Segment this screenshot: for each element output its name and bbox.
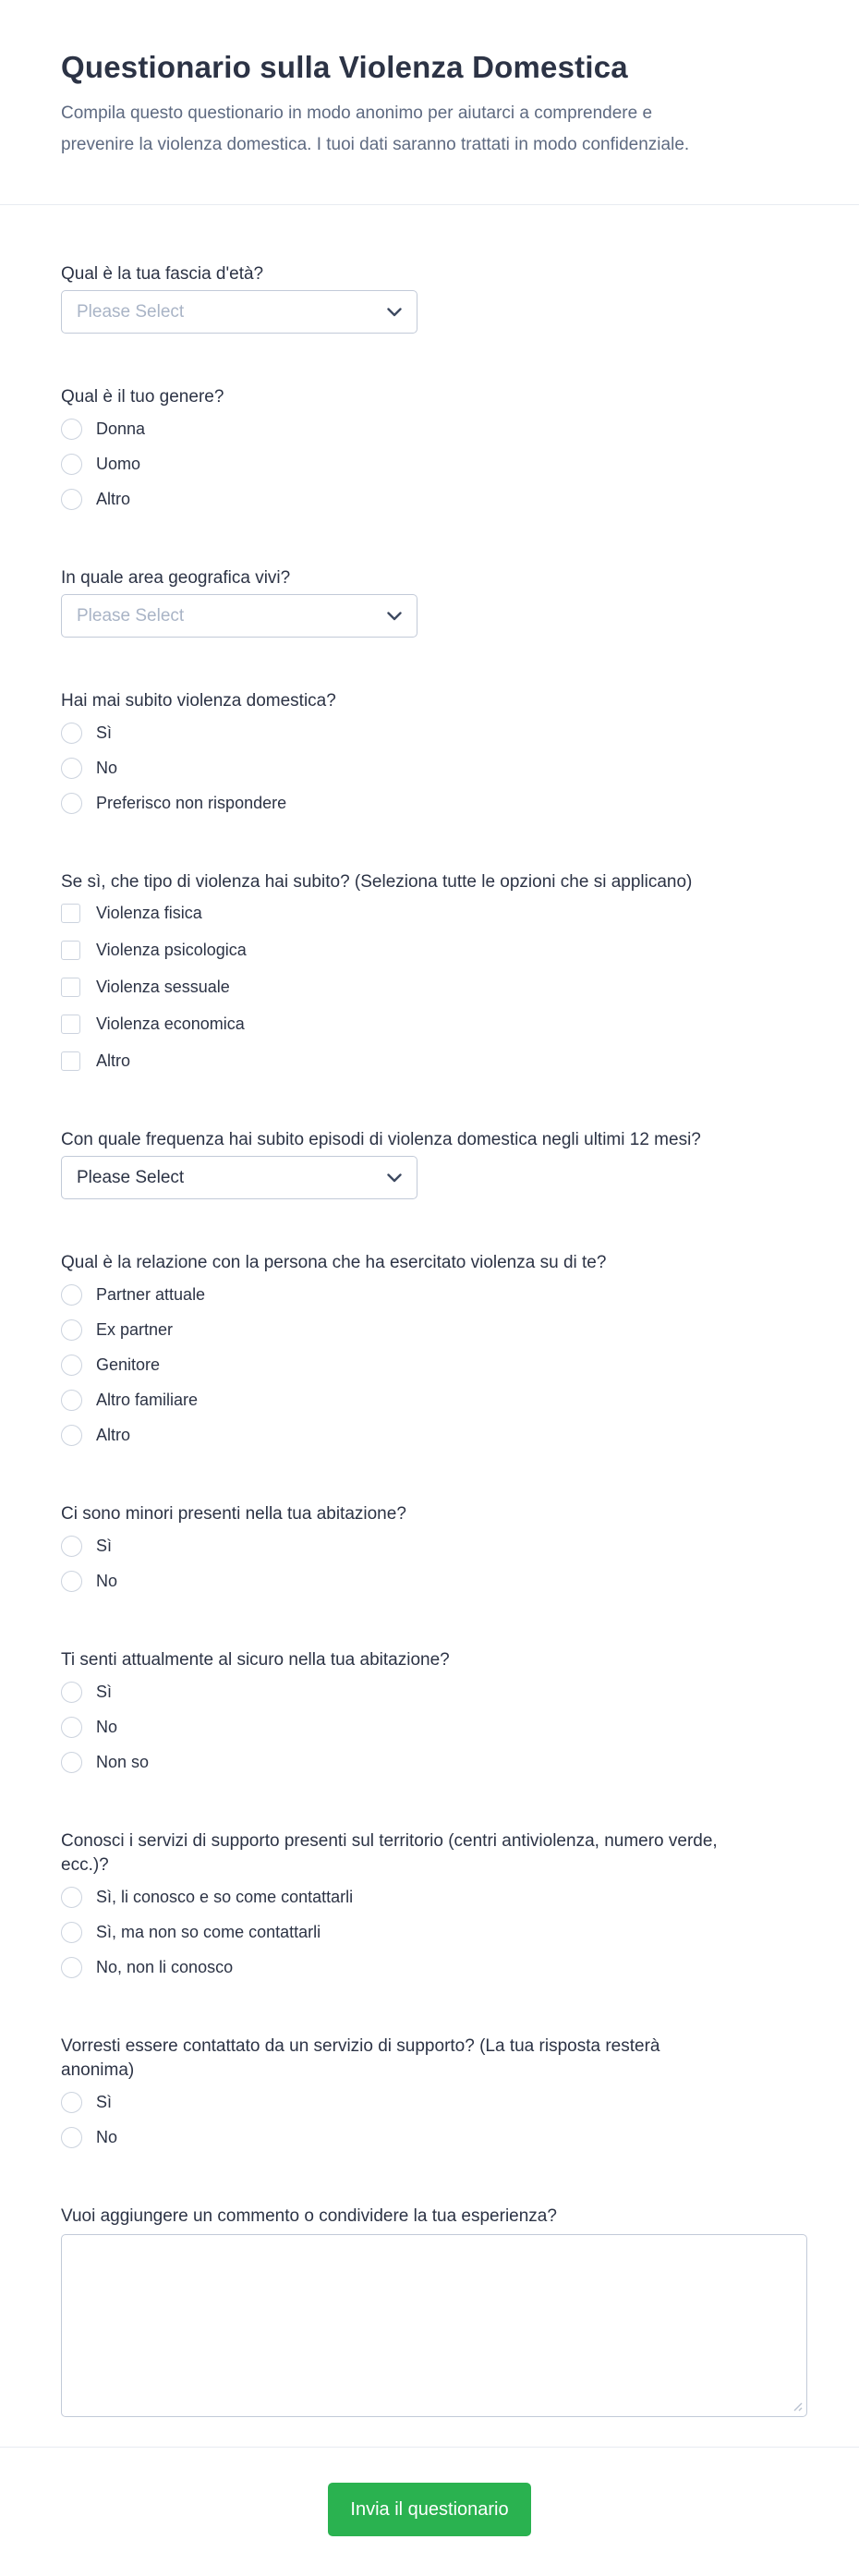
radio-icon[interactable] bbox=[61, 454, 82, 475]
radio-icon[interactable] bbox=[61, 1571, 82, 1592]
question-experienced-violence bbox=[61, 689, 807, 814]
radio-icon[interactable] bbox=[61, 1682, 82, 1703]
radio-option-si[interactable] bbox=[61, 1681, 807, 1703]
radio-option-conosco-contattarli[interactable] bbox=[61, 1886, 807, 1908]
question-minors bbox=[61, 1502, 807, 1592]
option-label: Altro bbox=[96, 490, 131, 508]
radio-icon[interactable] bbox=[61, 1717, 82, 1738]
checkbox-icon[interactable] bbox=[61, 1051, 80, 1071]
radio-option-partner-attuale[interactable] bbox=[61, 1283, 807, 1306]
checkbox-icon[interactable] bbox=[61, 904, 80, 923]
option-label: No bbox=[96, 1572, 118, 1590]
submit-button[interactable]: Invia il questionario bbox=[328, 2483, 531, 2536]
radio-icon[interactable] bbox=[61, 1319, 82, 1341]
option-label: Sì, li conosco e so come contattarli bbox=[96, 1888, 354, 1906]
question-support-services bbox=[61, 1829, 807, 1978]
radio-icon[interactable] bbox=[61, 758, 82, 779]
radio-icon[interactable] bbox=[61, 1957, 82, 1978]
question-label: Conosci i servizi di supporto presenti sul territorio (centri antiviolenza, numero verde, ecc.)? bbox=[61, 1831, 718, 1875]
radio-group bbox=[61, 1535, 807, 1592]
option-label: Ex partner bbox=[96, 1320, 174, 1339]
radio-option-no[interactable] bbox=[61, 2126, 807, 2148]
option-label: Violenza sessuale bbox=[96, 978, 230, 996]
question-area bbox=[61, 566, 807, 638]
question-label: In quale area geografica vivi? bbox=[61, 568, 291, 588]
radio-option-non-li-conosco[interactable] bbox=[61, 1956, 807, 1978]
option-label: No bbox=[96, 2128, 118, 2146]
option-label: Uomo bbox=[96, 455, 141, 473]
question-label: Vorresti essere contattato da un servizio di supporto? (La tua risposta resterà anonima) bbox=[61, 2036, 660, 2080]
form-body bbox=[0, 205, 859, 2417]
option-label: No bbox=[96, 759, 118, 777]
radio-option-altro-familiare[interactable] bbox=[61, 1389, 807, 1411]
option-label: No bbox=[96, 1718, 118, 1736]
submit-section bbox=[0, 2448, 859, 2576]
chevron-down-icon bbox=[387, 612, 402, 621]
frequency-select[interactable] bbox=[61, 1156, 417, 1199]
select-value: Please Select bbox=[77, 1167, 185, 1187]
radio-icon[interactable] bbox=[61, 1425, 82, 1446]
option-label: Preferisco non rispondere bbox=[96, 794, 287, 812]
option-label: Genitore bbox=[96, 1355, 161, 1374]
option-label: No, non li conosco bbox=[96, 1958, 234, 1976]
option-label: Non so bbox=[96, 1753, 150, 1771]
radio-option-non-so-contattarli[interactable] bbox=[61, 1921, 807, 1943]
question-violence-type bbox=[61, 870, 807, 1072]
comment-textarea[interactable] bbox=[61, 2234, 807, 2417]
checkbox-icon[interactable] bbox=[61, 941, 80, 960]
option-label: Sì, ma non so come contattarli bbox=[96, 1923, 321, 1941]
radio-group bbox=[61, 2091, 807, 2148]
form-header bbox=[0, 0, 859, 204]
checkbox-icon[interactable] bbox=[61, 1015, 80, 1034]
option-label: Sì bbox=[96, 2093, 113, 2111]
radio-icon[interactable] bbox=[61, 1390, 82, 1411]
question-label: Se sì, che tipo di violenza hai subito? (Seleziona tutte le opzioni che si applicano) bbox=[61, 872, 693, 892]
checkbox-option-fisica[interactable] bbox=[61, 902, 807, 924]
radio-group bbox=[61, 1681, 807, 1773]
select-value: Please Select bbox=[77, 605, 185, 626]
question-label: Qual è la relazione con la persona che ha esercitato violenza su di te? bbox=[61, 1253, 607, 1272]
radio-group bbox=[61, 1283, 807, 1446]
question-label: Ti senti attualmente al sicuro nella tua abitazione? bbox=[61, 1650, 450, 1670]
checkbox-option-sessuale[interactable] bbox=[61, 976, 807, 998]
radio-group bbox=[61, 418, 807, 510]
radio-option-no[interactable] bbox=[61, 1716, 807, 1738]
radio-icon[interactable] bbox=[61, 2127, 82, 2148]
radio-icon[interactable] bbox=[61, 1887, 82, 1908]
option-label: Sì bbox=[96, 1683, 113, 1701]
question-relationship bbox=[61, 1251, 807, 1446]
resize-handle-icon[interactable] bbox=[792, 2400, 803, 2412]
option-label: Donna bbox=[96, 419, 146, 438]
radio-icon[interactable] bbox=[61, 1355, 82, 1376]
radio-option-donna[interactable] bbox=[61, 418, 807, 440]
option-label: Altro familiare bbox=[96, 1391, 199, 1409]
form-subtitle: Compila questo questionario in modo anonimo per aiutarci a comprendere e prevenire la violenza domestica. I tuoi dati saranno trattati in modo confidenziale. bbox=[61, 103, 690, 154]
radio-group bbox=[61, 1886, 807, 1978]
option-label: Violenza psicologica bbox=[96, 941, 247, 959]
radio-option-non-so[interactable] bbox=[61, 1751, 807, 1773]
radio-icon[interactable] bbox=[61, 723, 82, 744]
option-label: Altro bbox=[96, 1051, 131, 1070]
radio-icon[interactable] bbox=[61, 1284, 82, 1306]
radio-icon[interactable] bbox=[61, 419, 82, 440]
question-frequency bbox=[61, 1128, 807, 1199]
question-feel-safe bbox=[61, 1648, 807, 1773]
question-label: Qual è la tua fascia d'età? bbox=[61, 264, 264, 284]
question-label: Vuoi aggiungere un commento o condividere la tua esperienza? bbox=[61, 2206, 557, 2226]
age-select[interactable] bbox=[61, 290, 417, 334]
checkbox-option-economica[interactable] bbox=[61, 1013, 807, 1035]
checkbox-option-psicologica[interactable] bbox=[61, 939, 807, 961]
radio-icon[interactable] bbox=[61, 1536, 82, 1557]
question-label: Hai mai subito violenza domestica? bbox=[61, 691, 336, 711]
checkbox-icon[interactable] bbox=[61, 978, 80, 997]
radio-option-no[interactable] bbox=[61, 757, 807, 779]
radio-option-no[interactable] bbox=[61, 1570, 807, 1592]
form-title: Questionario sulla Violenza Domestica bbox=[61, 50, 628, 84]
option-label: Violenza economica bbox=[96, 1015, 245, 1033]
question-age bbox=[61, 262, 807, 334]
checkbox-option-altro[interactable] bbox=[61, 1050, 807, 1072]
option-label: Sì bbox=[96, 1537, 113, 1555]
radio-option-si[interactable] bbox=[61, 722, 807, 744]
radio-option-altro[interactable] bbox=[61, 1424, 807, 1446]
question-label: Qual è il tuo genere? bbox=[61, 387, 224, 407]
radio-option-prefer-not-answer[interactable] bbox=[61, 792, 807, 814]
question-label: Ci sono minori presenti nella tua abitazione? bbox=[61, 1504, 406, 1524]
textarea-wrapper bbox=[61, 2234, 807, 2417]
option-label: Partner attuale bbox=[96, 1285, 206, 1304]
option-label: Altro bbox=[96, 1426, 131, 1444]
radio-icon[interactable] bbox=[61, 489, 82, 510]
radio-icon[interactable] bbox=[61, 2092, 82, 2113]
radio-option-si[interactable] bbox=[61, 1535, 807, 1557]
radio-icon[interactable] bbox=[61, 793, 82, 814]
radio-group bbox=[61, 722, 807, 814]
question-comment bbox=[61, 2205, 807, 2417]
area-select[interactable] bbox=[61, 594, 417, 638]
radio-option-uomo[interactable] bbox=[61, 453, 807, 475]
chevron-down-icon bbox=[387, 308, 402, 317]
radio-option-ex-partner[interactable] bbox=[61, 1318, 807, 1341]
option-label: Violenza fisica bbox=[96, 904, 202, 922]
question-gender bbox=[61, 385, 807, 510]
checkbox-group bbox=[61, 902, 807, 1072]
radio-option-genitore[interactable] bbox=[61, 1354, 807, 1376]
select-value: Please Select bbox=[77, 301, 185, 322]
question-want-contact bbox=[61, 2035, 807, 2148]
radio-option-si[interactable] bbox=[61, 2091, 807, 2113]
question-label: Con quale frequenza hai subito episodi di violenza domestica negli ultimi 12 mesi? bbox=[61, 1130, 701, 1149]
chevron-down-icon bbox=[387, 1173, 402, 1183]
radio-icon[interactable] bbox=[61, 1922, 82, 1943]
option-label: Sì bbox=[96, 723, 113, 742]
radio-option-altro[interactable] bbox=[61, 488, 807, 510]
radio-icon[interactable] bbox=[61, 1752, 82, 1773]
